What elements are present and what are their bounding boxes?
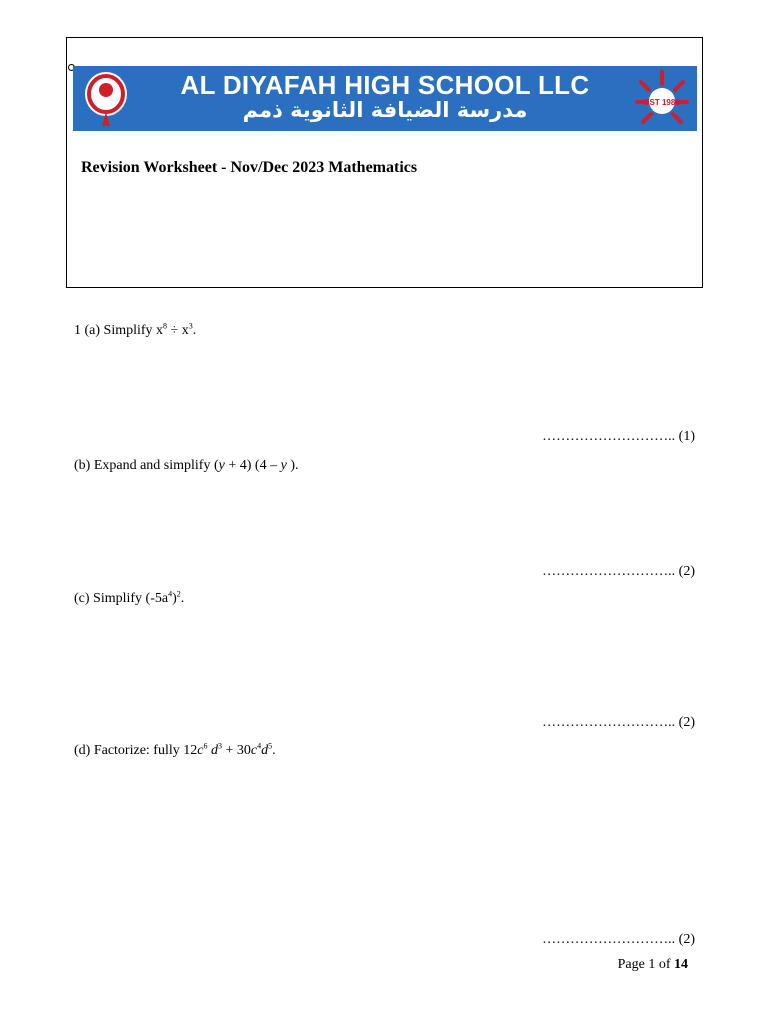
- answer-line-1b: ……………………….. (2): [542, 564, 695, 579]
- worksheet-title: Revision Worksheet - Nov/Dec 2023 Mathematics: [81, 159, 418, 176]
- question-1b: (b) Expand and simplify (y + 4) (4 – y ).: [74, 458, 299, 473]
- question-1c: (c) Simplify $(-5a^4)^2$.: [74, 589, 185, 606]
- question-1d: (d) Factorize: fully $12c^6$ $d^3 + 30c^4d^5$.: [74, 741, 276, 758]
- answer-line-1a: ……………………….. (1): [542, 429, 695, 444]
- answer-line-1d: ……………………….. (2): [542, 932, 695, 947]
- school-banner: [73, 66, 697, 131]
- school-name-english: AL DIYAFAH HIGH SCHOOL LLC: [180, 70, 590, 100]
- page-number: Page 1 of 14: [617, 957, 688, 972]
- logo-year-text: EST 1982: [644, 98, 680, 107]
- answer-line-1c: ……………………….. (2): [542, 715, 695, 730]
- question-1a: 1 (a) Simplify $x^8 \div x^3$.: [74, 321, 197, 338]
- anniversary-logo-icon: [633, 68, 691, 128]
- school-name-arabic: مدرسة الضيافة الثانوية ذمم: [242, 98, 528, 122]
